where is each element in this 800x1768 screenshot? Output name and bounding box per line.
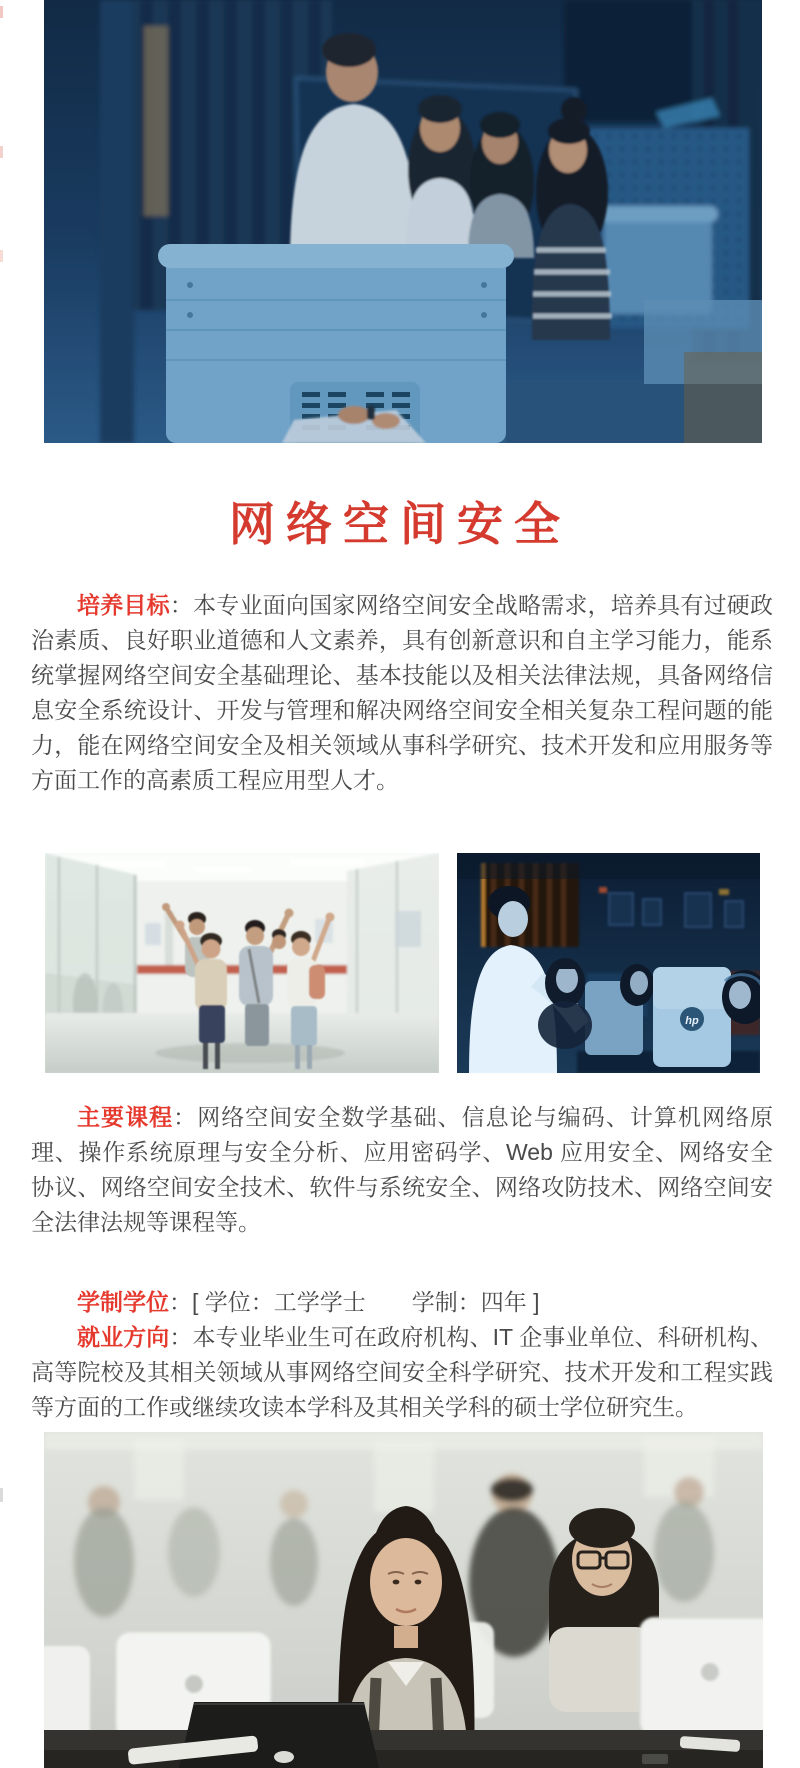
objective-paragraph: [31, 588, 773, 798]
objective-colon: ：: [169, 592, 194, 618]
hero-photo-illustration: [44, 0, 762, 443]
objective-label: 培养目标: [77, 592, 170, 618]
degree-line: [31, 1285, 773, 1320]
classroom-photo: [44, 1432, 763, 1768]
courses-paragraph: [31, 1100, 773, 1240]
edge-artifact: [0, 1488, 3, 1502]
hallway-photo: [45, 853, 439, 1073]
edge-artifact: [0, 146, 3, 158]
degree-text: [ 学位：工学学士 学制：四年 ]: [192, 1289, 540, 1315]
hp-logo: hp: [685, 1015, 699, 1027]
career-colon: ：: [169, 1324, 193, 1350]
degree-colon: ：: [169, 1289, 192, 1315]
career-label: 就业方向: [77, 1324, 170, 1350]
hallway-photo-illustration: [45, 853, 439, 1073]
apple-logo: [185, 1675, 203, 1693]
career-text: 本专业毕业生可在政府机构、IT 企事业单位、科研机构、高等院校及其相关领域从事网络空间安全科学研究、技术开发和工程实践等方面的工作或继续攻读本学科及其相关学科的硕士学位研究生。: [31, 1324, 774, 1420]
edge-artifact: [0, 250, 3, 262]
edge-artifact: [0, 6, 3, 18]
page-title: 网络空间安全: [229, 497, 571, 551]
lab-photo: [457, 853, 760, 1073]
courses-colon: ：: [173, 1104, 198, 1130]
apple-logo: [701, 1663, 719, 1681]
photo-row: [45, 853, 762, 1073]
classroom-photo-illustration: [44, 1432, 763, 1768]
lab-photo-illustration: [457, 853, 760, 1073]
hero-photo: [44, 0, 762, 443]
degree-label: 学制学位: [77, 1289, 169, 1315]
career-paragraph: [31, 1320, 773, 1425]
courses-text: 网络空间安全数学基础、信息论与编码、计算机网络原理、操作系统原理与安全分析、应用密码学、Web 应用安全、网络安全协议、网络空间安全技术、软件与系统安全、网络攻防技术、网络空间安全法律法规等课程等。: [31, 1104, 774, 1235]
degree-career-block: [31, 1285, 773, 1425]
courses-label: 主要课程: [77, 1104, 174, 1130]
objective-text: 本专业面向国家网络空间安全战略需求，培养具有过硬政治素质、良好职业道德和人文素养，具有创新意识和自主学习能力，能系统掌握网络空间安全基础理论、基本技能以及相关法律法规，具备网络信息安全系统设计、开发与管理和解决网络空间安全相关复杂工程问题的能力，能在网络空间安全及相关领域从事科学研究、技术开发和应用服务等方面工作的高素质工程应用型人才。: [31, 592, 774, 793]
